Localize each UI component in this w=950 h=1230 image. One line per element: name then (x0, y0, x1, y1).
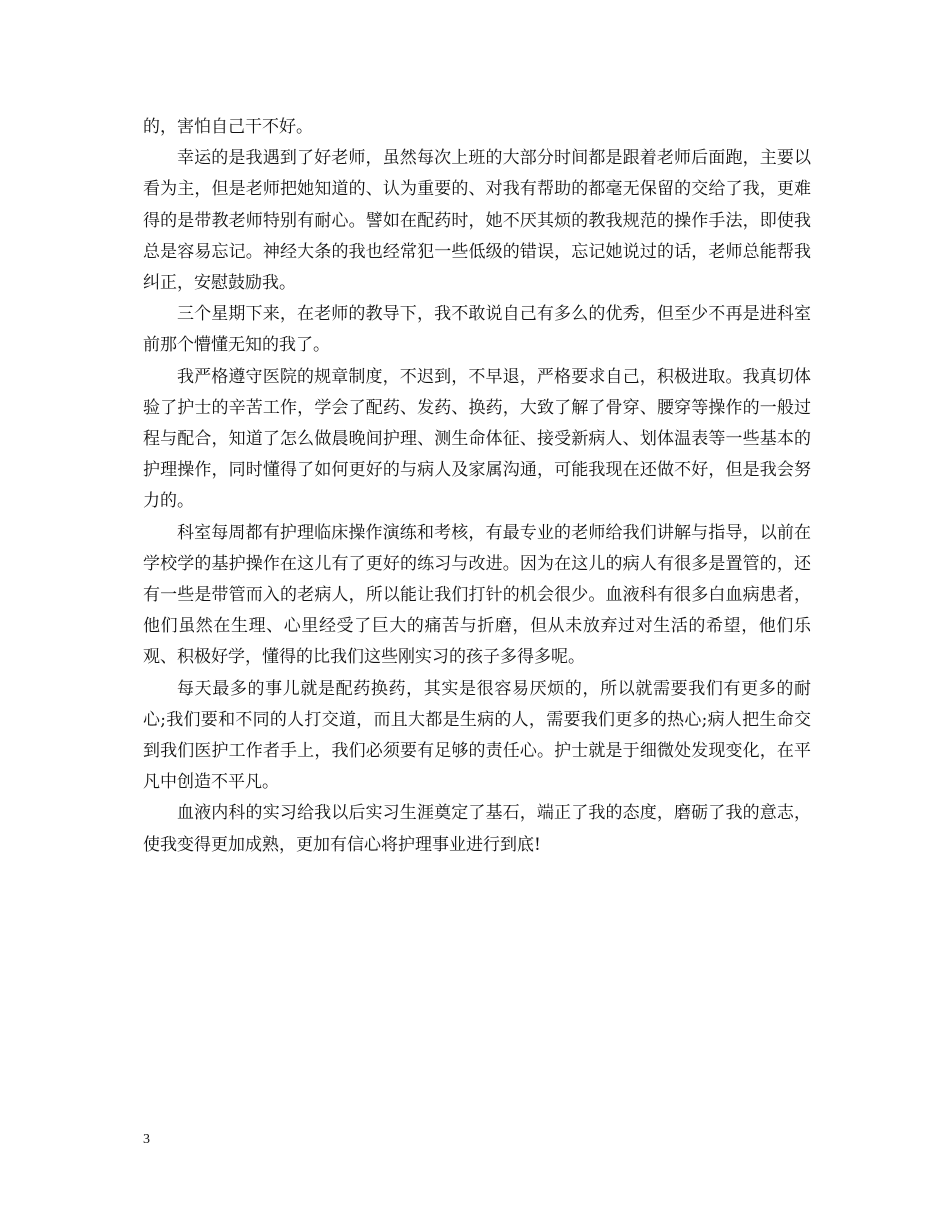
paragraph-three-weeks: 三个星期下来，在老师的教导下，我不敢说自己有多么的优秀，但至少不再是进科室前那个懵懂无知的我了。 (143, 304, 811, 356)
paragraph-continued: 的，害怕自己干不好。 (143, 117, 313, 137)
body-text (143, 112, 811, 861)
paragraph-daily-work: 每天最多的事儿就是配药换药，其实是很容易厌烦的，所以就需要我们有更多的耐心;我们要和不同的人打交道，而且大都是生病的人，需要我们更多的热心;病人把生命交到我们医护工作者手上，我们必须要有足够的责任心。护士就是于细微处发现变化，在平凡中创造不平凡。 (143, 678, 811, 793)
page-number: 3 (143, 1132, 150, 1147)
paragraph-rules: 我严格遵守医院的规章制度，不迟到，不早退，严格要求自己，积极进取。我真切体验了护士的辛苦工作，学会了配药、发药、换药，大致了解了骨穿、腰穿等操作的一般过程与配合，知道了怎么做晨晚间护理、测生命体征、接受新病人、划体温表等一些基本的护理操作，同时懂得了如何更好的与病人及家属沟通，可能我现在还做不好，但是我会努力的。 (143, 366, 811, 512)
paragraph-conclusion: 血液内科的实习给我以后实习生涯奠定了基石，端正了我的态度，磨砺了我的意志，使我变得更加成熟，更加有信心将护理事业进行到底! (143, 803, 811, 855)
paragraph-teacher: 幸运的是我遇到了好老师，虽然每次上班的大部分时间都是跟着老师后面跑，主要以看为主，但是老师把她知道的、认为重要的、对我有帮助的都毫无保留的交给了我，更难得的是带教老师特别有耐心。譬如在配药时，她不厌其烦的教我规范的操作手法，即使我总是容易忘记。神经大条的我也经常犯一些低级的错误，忘记她说过的话，老师总能帮我纠正，安慰鼓励我。 (143, 148, 811, 294)
paragraph-department: 科室每周都有护理临床操作演练和考核，有最专业的老师给我们讲解与指导，以前在学校学的基护操作在这儿有了更好的练习与改进。因为在这儿的病人有很多是置管的，还有一些是带管而入的老病人，所以能让我们打针的机会很少。血液科有很多白血病患者，他们虽然在生理、心里经受了巨大的痛苦与折磨，但从未放弃过对生活的希望，他们乐观、积极好学，懂得的比我们这些刚实习的孩子多得多呢。 (143, 522, 811, 668)
